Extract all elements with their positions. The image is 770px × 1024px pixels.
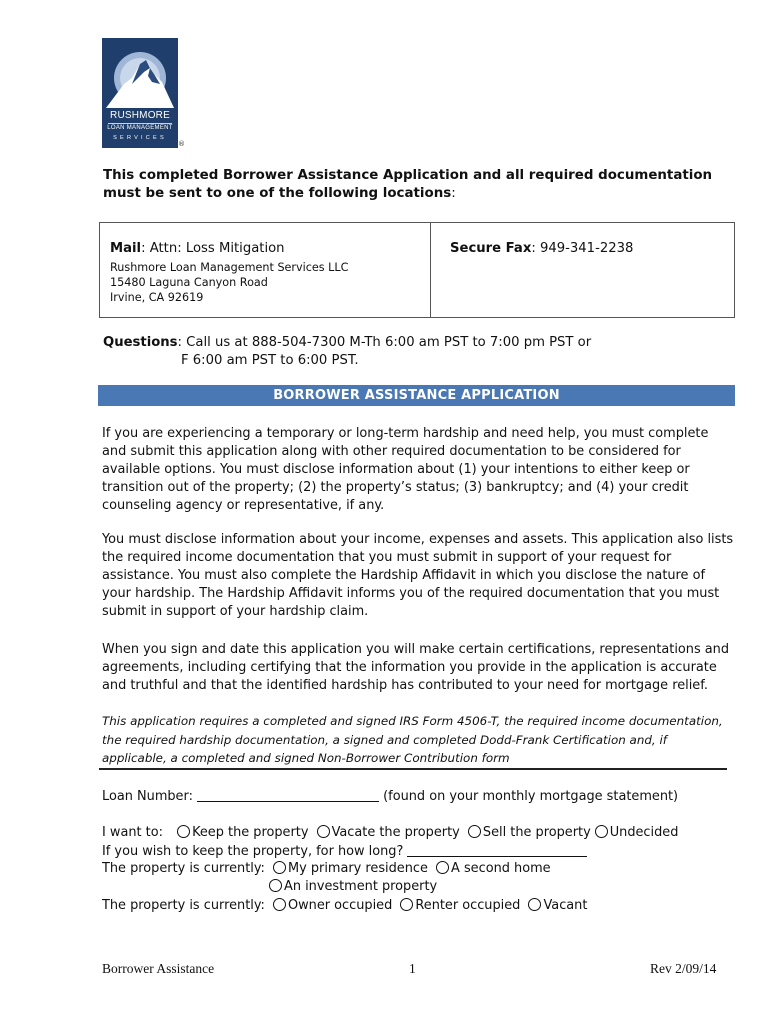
renter-occupied-radio[interactable]	[400, 898, 413, 911]
mail-attn: : Attn: Loss Mitigation	[141, 241, 285, 256]
property-use-row-2	[265, 878, 437, 896]
headline-text: This completed Borrower Assistance Application and all required documentation must be sent to one of the following locations	[103, 168, 713, 201]
option-label: Renter occupied	[415, 898, 521, 913]
registered-mark: ®	[178, 140, 185, 148]
mail-address-line: 15480 Laguna Canyon Road	[110, 276, 268, 289]
option-label: Vacate the property	[331, 825, 460, 840]
fax-label: Secure Fax	[450, 241, 532, 256]
headline-colon: :	[451, 186, 456, 201]
keep-duration-row	[102, 842, 587, 861]
section-banner: BORROWER ASSISTANCE APPLICATION	[98, 385, 735, 406]
option-label: Owner occupied	[287, 898, 393, 913]
logo-divider	[108, 123, 172, 124]
keep-duration-field[interactable]	[407, 842, 587, 857]
questions-label: Questions	[103, 335, 178, 350]
undecided-radio[interactable]	[595, 825, 608, 838]
mail-address-line: Rushmore Loan Management Services LLC	[110, 261, 349, 274]
property-use-row	[102, 860, 551, 878]
certification-paragraph: When you sign and date this application you will make certain certifications, representations and agreements, including certifying that the information you provide in the application is accurate and truthful and that the identified hardship has contributed to your need for mortgage relief.	[102, 642, 730, 693]
intention-label: I want to:	[102, 825, 163, 840]
instructions-headline	[103, 167, 733, 203]
loan-number-label: Loan Number:	[102, 789, 193, 804]
loan-number-field[interactable]	[197, 787, 379, 802]
vacant-radio[interactable]	[528, 898, 541, 911]
sell-property-radio[interactable]	[468, 825, 481, 838]
mountain-icon	[102, 38, 178, 108]
primary-residence-radio[interactable]	[273, 861, 286, 874]
questions-contact	[103, 334, 591, 370]
page-number: 1	[409, 961, 416, 976]
property-use-label: The property is currently:	[102, 861, 265, 876]
logo-subtitle: LOAN MANAGEMENT	[107, 125, 173, 131]
revision-date: Rev 2/09/14	[650, 961, 717, 976]
footer-title: Borrower Assistance	[102, 961, 215, 976]
loan-number-row	[102, 787, 678, 806]
mail-label: Mail	[110, 241, 142, 256]
occupancy-row	[102, 897, 587, 915]
intention-row	[102, 824, 678, 842]
option-label: Keep the property	[192, 825, 309, 840]
mail-heading	[110, 241, 285, 256]
fax-number: : 949-341-2238	[531, 241, 634, 256]
option-label: A second home	[451, 861, 551, 876]
company-logo	[102, 38, 178, 148]
mail-address	[110, 260, 348, 305]
option-label: Sell the property	[482, 825, 591, 840]
locations-box-divider	[430, 222, 431, 318]
secure-fax	[450, 241, 633, 256]
section-divider	[99, 768, 727, 770]
logo-name: RUSHMORE	[110, 110, 170, 121]
occupancy-label: The property is currently:	[102, 898, 265, 913]
option-label: Vacant	[543, 898, 588, 913]
owner-occupied-radio[interactable]	[273, 898, 286, 911]
income-paragraph: You must disclose information about your income, expenses and assets. This application also lists the required income documentation that you must submit in support of your request for assistance. You must also complete the Hardship Affidavit in which you disclose the nature of your hardship. The Hardship Affidavit informs you of the required documentation that you must submit in support of your hardship claim.	[102, 532, 734, 619]
option-label: My primary residence	[287, 861, 428, 876]
intro-paragraph: If you are experiencing a temporary or long-term hardship and need help, you must complete and submit this application along with other required documentation to be considered for available options. You must disclose information about (1) your intentions to either keep or transition out of the property; (2) the property’s status; (3) bankruptcy; and (4) your credit counseling agency or representative, if any.	[102, 426, 709, 513]
questions-line1: : Call us at 888-504-7300 M-Th 6:00 am PST to 7:00 pm PST or	[177, 335, 592, 350]
keep-property-radio[interactable]	[177, 825, 190, 838]
second-home-radio[interactable]	[436, 861, 449, 874]
logo-services: SERVICES	[113, 135, 167, 141]
investment-property-radio[interactable]	[269, 879, 282, 892]
keep-duration-label: If you wish to keep the property, for how long?	[102, 844, 404, 859]
mail-address-line: Irvine, CA 92619	[110, 291, 204, 304]
vacate-property-radio[interactable]	[317, 825, 330, 838]
option-label: An investment property	[284, 879, 438, 894]
questions-line2: F 6:00 am PST to 6:00 PST.	[181, 353, 359, 368]
loan-number-hint: (found on your monthly mortgage statement)	[383, 789, 679, 804]
requirements-note: This application requires a completed and signed IRS Form 4506-T, the required income documentation, the required hardship documentation, a signed and completed Dodd-Frank Certification and, if applicable, a completed and signed Non-Borrower Contribution form	[102, 714, 723, 765]
option-label: Undecided	[609, 825, 679, 840]
